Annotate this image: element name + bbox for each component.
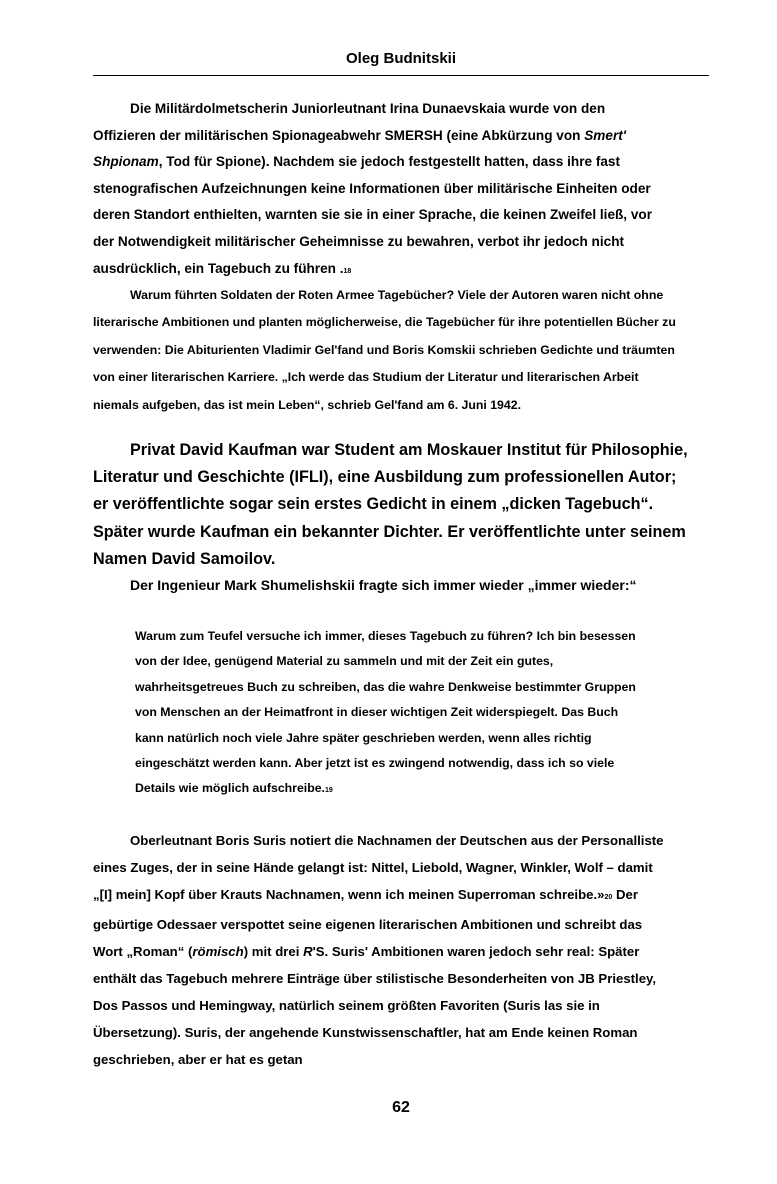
paragraph-3	[93, 437, 709, 573]
paragraph-1-line: stenografischen Aufzeichnungen keine Informationen über militärische Einheiten oder	[93, 180, 651, 196]
text-run: Offizieren der militärischen Spionageabwehr SMERSH (eine Abkürzung von	[93, 127, 585, 143]
paragraph-1-line	[93, 149, 709, 176]
italic-term: Smert'	[584, 127, 626, 143]
quote-line	[135, 776, 695, 803]
footnote-ref: 19	[324, 787, 333, 795]
paragraph-5-line	[93, 881, 709, 911]
italic-term: römisch	[192, 944, 244, 959]
paragraph-3-line: Später wurde Kaufman ein bekannter Dichter. Er veröffentlichte unter seinem	[93, 522, 686, 541]
header-rule	[93, 75, 709, 76]
text-run: Der	[612, 887, 638, 902]
paragraph-2-line: Warum führten Soldaten der Roten Armee Tagebücher? Viele der Autoren waren nicht ohne	[130, 288, 664, 302]
footnote-ref: 18	[343, 267, 352, 275]
paragraph-2-line: von einer literarischen Karriere. „Ich werde das Studium der Literatur und literarischen Arbeit	[93, 370, 639, 385]
paragraph-1	[93, 96, 709, 285]
text-run: ) mit drei	[243, 944, 304, 959]
italic-term: Shpionam	[93, 154, 159, 170]
paragraph-5-line: enthält das Tagebuch mehrere Einträge über stilistische Besonderheiten von JB Priestley,	[93, 971, 657, 986]
text-run: Wort „Roman“ (	[93, 944, 193, 959]
page-number: 62	[392, 1099, 410, 1116]
paragraph-3-line: Privat David Kaufman war Student am Moskauer Institut für Philosophie,	[130, 441, 688, 459]
paragraph-2	[93, 282, 709, 419]
quote-line: kann natürlich noch viele Jahre später geschrieben werden, wenn alles richtig	[135, 730, 592, 745]
text-run: ausdrücklich, ein Tagebuch zu führen .	[93, 260, 344, 276]
quote-line: von Menschen an der Heimatfront in dieser wichtigen Zeit widerspiegelt. Das Buch	[135, 705, 619, 720]
paragraph-5-line: Oberleutnant Boris Suris notiert die Nachnamen der Deutschen aus der Personalliste	[130, 833, 664, 848]
quote-line: eingeschätzt werden kann. Aber jetzt ist es zwingend notwendig, dass ich so viele	[135, 756, 615, 771]
paragraph-1-line: Die Militärdolmetscherin Juniorleutnant Irina Dunaevskaia wurde von den	[130, 101, 606, 116]
text-run: Details wie möglich aufschreibe.	[135, 781, 325, 796]
paragraph-5	[93, 827, 709, 1073]
paragraph-5-line: eines Zuges, der in seine Hände gelangt ist: Nittel, Liebold, Wagner, Winkler, Wolf – damit	[93, 860, 653, 875]
paragraph-3-line: Namen David Samoilov.	[93, 549, 276, 568]
paragraph-1-line	[93, 123, 709, 150]
quote-line: Warum zum Teufel versuche ich immer, dieses Tagebuch zu führen? Ich bin besessen	[135, 629, 636, 643]
paragraph-5-line: gebürtige Odessaer verspottet seine eigenen literarischen Ambitionen und schreibt das	[93, 917, 643, 932]
paragraph-5-line: Übersetzung). Suris, der angehende Kunstwissenschaftler, hat am Ende keinen Roman	[93, 1025, 638, 1040]
footnote-ref: 20	[604, 894, 613, 901]
paragraph-2-line: niemals aufgeben, das ist mein Leben“, schrieb Gel'fand am 6. Juni 1942.	[93, 397, 521, 412]
paragraph-3-line: er veröffentlichte sogar sein erstes Gedicht in einem „dicken Tagebuch“.	[93, 495, 654, 514]
paragraph-2-line: verwenden: Die Abiturienten Vladimir Gel'fand und Boris Komskii schrieben Gedichte und träumten	[93, 342, 675, 357]
quote-line: von der Idee, genügend Material zu sammeln und mit der Zeit ein gutes,	[135, 654, 554, 669]
paragraph-1-line: deren Standort enthielten, warnten sie sie in einer Sprache, die keinen Zweifel ließ, vor	[93, 207, 653, 223]
paragraph-3-line: Literatur und Geschichte (IFLI), eine Ausbildung zum professionellen Autor;	[93, 468, 677, 487]
text-run: 'S. Suris' Ambitionen waren jedoch sehr real: Später	[312, 944, 640, 959]
paragraph-1-line: der Notwendigkeit militärischer Geheimnisse zu bewahren, verbot ihr jedoch nicht	[93, 233, 625, 249]
paragraph-4-line: Der Ingenieur Mark Shumelishskii fragte sich immer wieder „immer wieder:“	[130, 577, 637, 593]
text-run: „[I] mein] Kopf über Krauts Nachnamen, wenn ich meinen Superroman schreibe.»	[93, 887, 605, 902]
running-header-author: Oleg Budnitskii	[345, 50, 456, 67]
paragraph-2-line: literarische Ambitionen und planten möglicherweise, die Tagebücher für ihre potentiellen Bücher zu	[93, 315, 676, 330]
paragraph-4	[93, 573, 709, 597]
italic-term: R	[303, 944, 313, 959]
paragraph-5-line: Dos Passos und Hemingway, natürlich seinem größten Favoriten (Suris las sie in	[93, 998, 600, 1013]
paragraph-5-line: geschrieben, aber er hat es getan	[93, 1052, 303, 1067]
paragraph-5-line	[93, 938, 709, 965]
block-quote	[135, 624, 695, 804]
text-run: , Tod für Spione). Nachdem sie jedoch festgestellt hatten, dass ihre fast	[158, 154, 620, 170]
quote-line: wahrheitsgetreues Buch zu schreiben, das die wahre Denkweise bestimmter Gruppen	[135, 679, 636, 694]
paragraph-1-line	[93, 256, 709, 286]
